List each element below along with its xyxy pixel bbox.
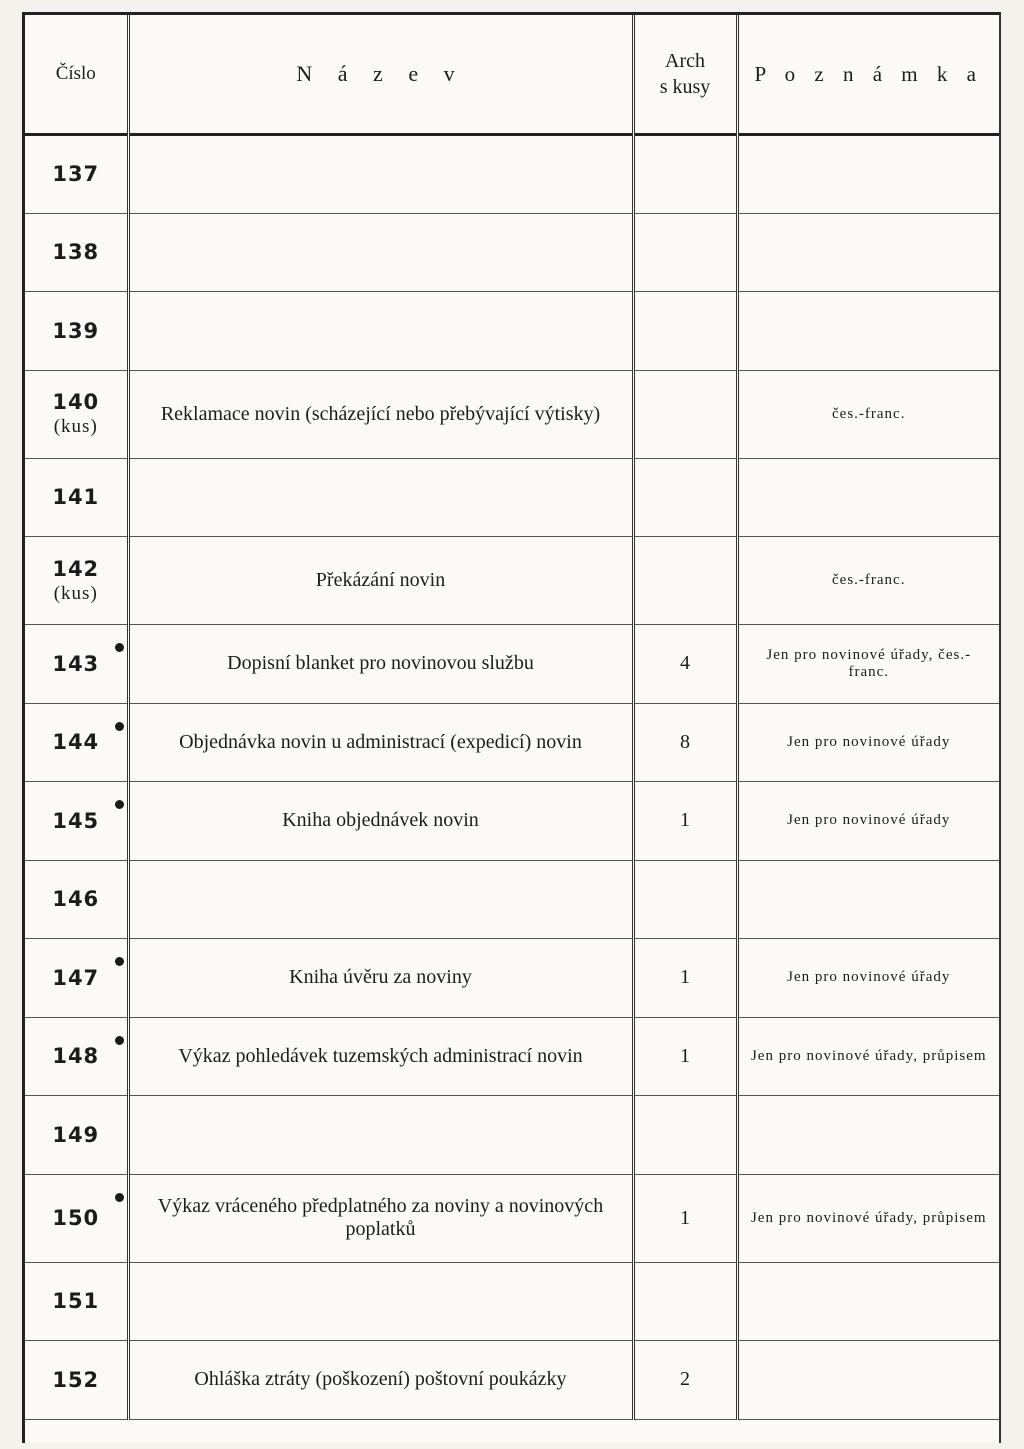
form-name [128,213,633,292]
form-note: Jen pro novinové úřady [737,939,999,1018]
form-number: 152 [52,1367,100,1392]
form-name [128,292,633,371]
bullet-marker-icon [115,722,124,731]
table-header-row [25,15,999,135]
form-arch-count [633,1262,737,1341]
table-row [25,860,999,939]
form-name: Výkaz vráceného předplatného za noviny a novinových poplatků [128,1174,633,1262]
form-number-cell [25,213,128,292]
table-row [25,782,999,861]
form-arch-count [633,860,737,939]
form-number: 143 [52,651,100,676]
form-number: 141 [52,485,100,510]
bullet-marker-icon [115,800,124,809]
forms-register-page [22,12,1001,1443]
form-unit: (kus) [53,582,98,604]
form-arch-count [633,292,737,371]
form-arch-count: 1 [633,1017,737,1096]
form-number: 151 [52,1289,100,1314]
form-number-cell [25,1262,128,1341]
form-name [128,135,633,214]
form-number-cell [25,1341,128,1420]
form-number: 144 [52,730,100,755]
table-row [25,458,999,537]
form-arch-count [633,213,737,292]
form-arch-count [633,1096,737,1175]
form-name [128,1262,633,1341]
bullet-marker-icon [115,957,124,966]
form-note [737,213,999,292]
form-name: Objednávka novin u administrací (expedicí) novin [128,703,633,782]
form-name: Překázání novin [128,537,633,625]
table-row [25,537,999,625]
column-header-note: P o z n á m k a [737,15,999,135]
form-number-cell [25,1096,128,1175]
form-name: Reklamace novin (scházející nebo přebývající výtisky) [128,370,633,458]
form-note: Jen pro novinové úřady, průpisem [737,1174,999,1262]
form-name [128,1096,633,1175]
form-note [737,292,999,371]
column-header-name: N á z e v [128,15,633,135]
form-number-cell [25,292,128,371]
form-number: 149 [52,1122,100,1147]
form-arch-count [633,370,737,458]
form-number: 148 [52,1044,100,1069]
table-row [25,370,999,458]
form-name [128,458,633,537]
form-arch-count [633,537,737,625]
form-name: Kniha objednávek novin [128,782,633,861]
form-arch-count: 1 [633,1174,737,1262]
table-row [25,1096,999,1175]
column-header-arch-line1: Arch [665,50,705,72]
form-arch-count: 1 [633,939,737,1018]
table-row [25,939,999,1018]
form-number-cell [25,135,128,214]
table-row [25,1017,999,1096]
form-note: Jen pro novinové úřady, průpisem [737,1017,999,1096]
form-arch-count: 2 [633,1341,737,1420]
form-note: Jen pro novinové úřady, čes.-franc. [737,625,999,704]
form-note: Jen pro novinové úřady [737,703,999,782]
form-name [128,860,633,939]
form-number-cell [25,782,128,861]
form-note [737,1262,999,1341]
form-number: 150 [52,1206,100,1230]
form-note: čes.-franc. [737,537,999,625]
form-arch-count: 4 [633,625,737,704]
form-number-cell [25,458,128,537]
table-row [25,1174,999,1262]
form-note [737,135,999,214]
form-note: Jen pro novinové úřady [737,782,999,861]
form-number-cell [25,703,128,782]
column-header-arch-line2: s kusy [659,76,711,98]
form-number-cell [25,860,128,939]
form-note [737,1096,999,1175]
form-arch-count: 1 [633,782,737,861]
form-number-cell [25,370,128,458]
column-header-arch [633,15,737,135]
forms-table [25,15,999,1420]
form-note [737,458,999,537]
form-number: 147 [52,965,100,990]
form-name: Ohláška ztráty (poškození) poštovní poukázky [128,1341,633,1420]
form-number: 138 [52,240,100,265]
bullet-marker-icon [115,643,124,652]
form-number-cell [25,537,128,625]
table-row [25,292,999,371]
form-number-cell [25,625,128,704]
form-number: 142 [52,556,100,581]
form-number: 146 [52,887,100,912]
form-note: čes.-franc. [737,370,999,458]
form-note [737,860,999,939]
form-arch-count [633,458,737,537]
form-note [737,1341,999,1420]
bullet-marker-icon [115,1193,124,1202]
table-row [25,703,999,782]
form-name: Dopisní blanket pro novinovou službu [128,625,633,704]
column-header-number: Číslo [25,15,128,135]
form-number: 137 [52,162,100,187]
table-row [25,213,999,292]
form-arch-count [633,135,737,214]
table-row [25,625,999,704]
form-number: 139 [52,318,100,343]
bullet-marker-icon [115,1036,124,1045]
form-number-cell [25,1174,128,1262]
form-number: 145 [52,808,100,833]
form-number-cell [25,1017,128,1096]
form-name: Kniha úvěru za noviny [128,939,633,1018]
table-row [25,1262,999,1341]
table-row [25,1341,999,1420]
table-row [25,135,999,214]
form-name: Výkaz pohledávek tuzemských administrací novin [128,1017,633,1096]
form-number: 140 [52,390,100,414]
form-number-cell [25,939,128,1018]
form-arch-count: 8 [633,703,737,782]
form-unit: (kus) [53,416,98,437]
